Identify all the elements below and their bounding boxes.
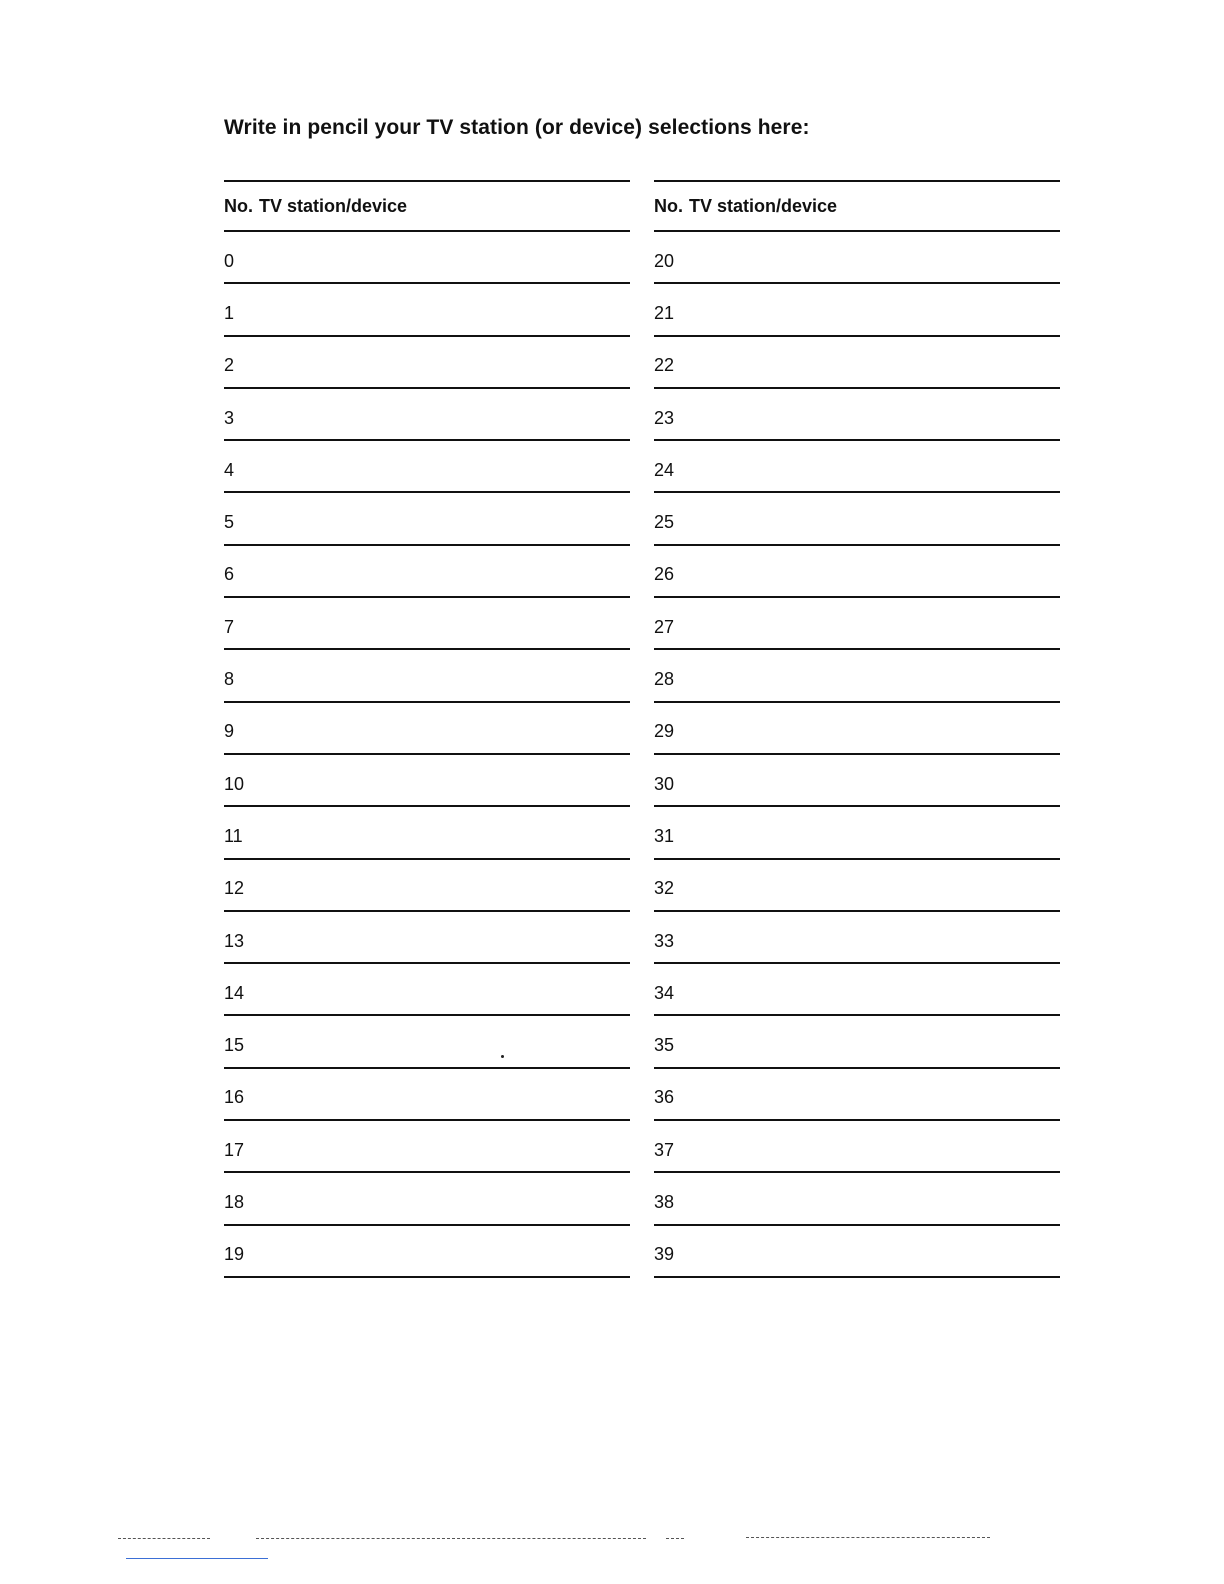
table-row	[224, 1226, 630, 1278]
table-row	[224, 703, 630, 755]
station-entry-blank[interactable]	[694, 860, 1060, 910]
row-number: 29	[654, 721, 675, 742]
station-entry-blank[interactable]	[264, 232, 630, 282]
row-number: 31	[654, 825, 675, 846]
station-entry-blank[interactable]	[264, 912, 630, 962]
selection-table-left	[224, 180, 630, 1278]
row-number: 39	[654, 1244, 675, 1265]
station-entry-blank[interactable]	[264, 1016, 630, 1066]
table-row	[224, 232, 630, 284]
row-number: 0	[224, 250, 235, 271]
row-number: 15	[224, 1035, 245, 1056]
table-row	[224, 650, 630, 702]
row-number: 20	[654, 250, 675, 271]
station-entry-blank[interactable]	[694, 1226, 1060, 1276]
table-row	[224, 284, 630, 336]
station-entry-blank[interactable]	[264, 755, 630, 805]
station-entry-blank[interactable]	[264, 1226, 630, 1276]
station-entry-blank[interactable]	[264, 441, 630, 491]
page-footer-scan-marks	[0, 1530, 1224, 1570]
table-row	[224, 441, 630, 493]
header-station-label: TV station/device	[259, 195, 408, 216]
station-entry-blank[interactable]	[694, 232, 1060, 282]
row-number: 35	[654, 1035, 675, 1056]
table-header	[224, 180, 630, 232]
table-row	[654, 650, 1060, 702]
row-number: 23	[654, 407, 675, 428]
table-row	[654, 703, 1060, 755]
row-number: 22	[654, 355, 675, 376]
table-row	[224, 389, 630, 441]
table-row	[224, 807, 630, 859]
row-number: 18	[224, 1191, 245, 1212]
table-row	[224, 1016, 630, 1068]
station-entry-blank[interactable]	[694, 912, 1060, 962]
row-number: 37	[654, 1139, 675, 1160]
station-entry-blank[interactable]	[694, 807, 1060, 857]
table-row	[654, 1173, 1060, 1225]
station-entry-blank[interactable]	[264, 598, 630, 648]
table-row	[654, 598, 1060, 650]
station-entry-blank[interactable]	[694, 441, 1060, 491]
station-entry-blank[interactable]	[264, 703, 630, 753]
station-entry-blank[interactable]	[694, 1069, 1060, 1119]
station-entry-blank[interactable]	[264, 1121, 630, 1171]
table-row	[224, 598, 630, 650]
table-row	[654, 807, 1060, 859]
station-entry-blank[interactable]	[694, 493, 1060, 543]
table-row	[654, 389, 1060, 441]
row-number: 26	[654, 564, 675, 585]
table-row	[224, 964, 630, 1016]
table-row	[224, 1069, 630, 1121]
row-number: 30	[654, 773, 675, 794]
header-no-label: No.	[224, 195, 253, 216]
station-entry-blank[interactable]	[264, 493, 630, 543]
station-entry-blank[interactable]	[694, 755, 1060, 805]
table-row	[654, 441, 1060, 493]
row-number: 33	[654, 930, 675, 951]
table-row	[654, 284, 1060, 336]
header-no-label: No.	[654, 195, 683, 216]
table-row	[654, 1069, 1060, 1121]
row-number: 5	[224, 512, 235, 533]
row-number: 36	[654, 1087, 675, 1108]
station-entry-blank[interactable]	[264, 337, 630, 387]
row-number: 16	[224, 1087, 245, 1108]
table-header	[654, 180, 1060, 232]
table-row	[224, 1121, 630, 1173]
row-number: 6	[224, 564, 235, 585]
table-row	[224, 860, 630, 912]
station-entry-blank[interactable]	[694, 337, 1060, 387]
station-entry-blank[interactable]	[694, 1121, 1060, 1171]
table-row	[654, 1226, 1060, 1278]
table-row	[654, 964, 1060, 1016]
row-number: 10	[224, 773, 245, 794]
station-entry-blank[interactable]	[264, 1069, 630, 1119]
row-number: 1	[224, 302, 235, 323]
station-entry-blank[interactable]	[264, 650, 630, 700]
row-number: 17	[224, 1139, 245, 1160]
table-row	[654, 546, 1060, 598]
row-number: 14	[224, 982, 245, 1003]
station-entry-blank[interactable]	[264, 546, 630, 596]
table-row	[224, 755, 630, 807]
station-entry-blank[interactable]	[264, 389, 630, 439]
header-station-label: TV station/device	[689, 195, 838, 216]
table-row	[654, 1121, 1060, 1173]
table-row	[224, 493, 630, 545]
table-row	[654, 1016, 1060, 1068]
row-number: 11	[224, 825, 243, 846]
footer-rule	[126, 1558, 268, 1559]
row-number: 25	[654, 512, 675, 533]
row-number: 28	[654, 669, 675, 690]
station-entry-blank[interactable]	[694, 546, 1060, 596]
row-number: 8	[224, 669, 235, 690]
table-row	[224, 912, 630, 964]
row-number: 32	[654, 878, 675, 899]
station-entry-blank[interactable]	[694, 964, 1060, 1014]
station-entry-blank[interactable]	[694, 389, 1060, 439]
row-number: 19	[224, 1244, 245, 1265]
table-row	[654, 860, 1060, 912]
station-entry-blank[interactable]	[264, 964, 630, 1014]
station-entry-blank[interactable]	[694, 650, 1060, 700]
table-row	[654, 755, 1060, 807]
row-number: 24	[654, 459, 675, 480]
table-row	[654, 337, 1060, 389]
row-number: 21	[654, 302, 675, 323]
table-row	[654, 912, 1060, 964]
row-number: 3	[224, 407, 235, 428]
row-number: 38	[654, 1191, 675, 1212]
table-row	[654, 232, 1060, 284]
row-number: 2	[224, 355, 235, 376]
station-entry-blank[interactable]	[694, 598, 1060, 648]
station-entry-blank[interactable]	[694, 284, 1060, 334]
row-number: 4	[224, 459, 235, 480]
row-number: 27	[654, 616, 675, 637]
row-number: 13	[224, 930, 245, 951]
row-number: 9	[224, 721, 235, 742]
selection-table-right	[654, 180, 1060, 1278]
station-entry-blank[interactable]	[264, 1173, 630, 1223]
station-entry-blank[interactable]	[694, 1173, 1060, 1223]
table-row	[224, 546, 630, 598]
station-entry-blank[interactable]	[264, 807, 630, 857]
table-row	[224, 337, 630, 389]
station-entry-blank[interactable]	[264, 860, 630, 910]
page-title: Write in pencil your TV station (or device) selections here:	[224, 116, 810, 139]
station-entry-blank[interactable]	[694, 1016, 1060, 1066]
table-row	[224, 1173, 630, 1225]
station-entry-blank[interactable]	[264, 284, 630, 334]
station-entry-blank[interactable]	[694, 703, 1060, 753]
stray-mark	[501, 1055, 504, 1058]
table-row	[654, 493, 1060, 545]
row-number: 7	[224, 616, 235, 637]
row-number: 34	[654, 982, 675, 1003]
row-number: 12	[224, 878, 245, 899]
